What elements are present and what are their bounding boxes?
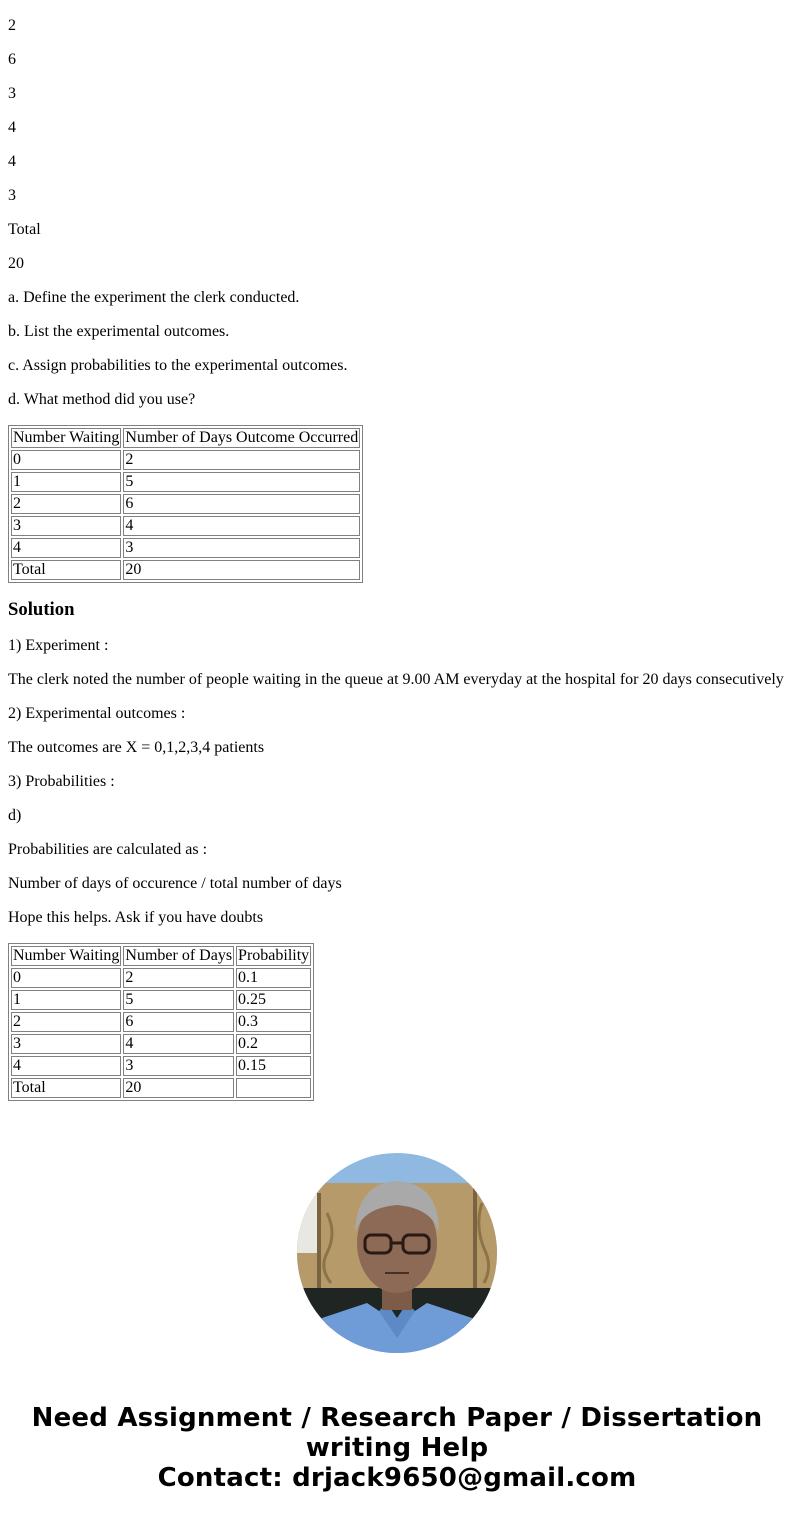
solution-paragraph: 1) Experiment : xyxy=(8,637,109,654)
value-line: 6 xyxy=(8,51,16,68)
table-cell: 4 xyxy=(123,516,360,536)
table-cell: 3 xyxy=(123,1056,234,1076)
table-cell: 0 xyxy=(11,450,121,470)
promo-banner xyxy=(0,1403,794,1493)
table-cell: 2 xyxy=(11,494,121,514)
question-table xyxy=(8,425,363,583)
solution-paragraph: 3) Probabilities : xyxy=(8,773,115,790)
table-row xyxy=(11,1056,311,1076)
table-cell: 6 xyxy=(123,1012,234,1032)
table-header-cell: Number of Days Outcome Occurred xyxy=(125,429,359,446)
table-row-total xyxy=(11,560,360,580)
promo-line: Need Assignment / Research Paper / Dissertation xyxy=(31,1403,763,1433)
table-cell: 2 xyxy=(123,968,234,988)
person-photo-icon xyxy=(297,1153,497,1353)
table-cell: 0.25 xyxy=(236,990,311,1010)
table-row xyxy=(11,968,311,988)
table-cell: 5 xyxy=(123,472,360,492)
table-cell: 0 xyxy=(11,968,121,988)
table-row xyxy=(11,1012,311,1032)
table-row xyxy=(11,538,360,558)
table-cell xyxy=(236,1078,311,1098)
table-row xyxy=(11,1034,311,1054)
question-part-a: a. Define the experiment the clerk conducted. xyxy=(8,289,300,306)
table-cell: 20 xyxy=(123,1078,234,1098)
value-line: 3 xyxy=(8,187,16,204)
question-part-b: b. List the experimental outcomes. xyxy=(8,323,230,340)
table-cell: 4 xyxy=(11,1056,121,1076)
solution-paragraph: The clerk noted the number of people waiting in the queue at 9.00 AM everyday at the hospital for 20 days consecutively xyxy=(8,671,784,688)
value-line: 2 xyxy=(8,17,16,34)
table-header-cell: Probability xyxy=(238,947,310,964)
table-cell: 0.15 xyxy=(236,1056,311,1076)
table-header-cell: Number Waiting xyxy=(13,947,120,964)
table-cell: 3 xyxy=(11,1034,121,1054)
solution-paragraph: 2) Experimental outcomes : xyxy=(8,705,186,722)
question-part-c: c. Assign probabilities to the experimental outcomes. xyxy=(8,357,348,374)
solution-paragraph: Hope this helps. Ask if you have doubts xyxy=(8,909,264,926)
table-cell: 3 xyxy=(11,516,121,536)
table-cell: 4 xyxy=(123,1034,234,1054)
table-cell: 1 xyxy=(11,990,121,1010)
value-line: 20 xyxy=(8,255,24,272)
table-cell: 2 xyxy=(11,1012,121,1032)
table-row xyxy=(11,990,311,1010)
value-line xyxy=(8,0,794,1)
table-cell: 0.3 xyxy=(236,1012,311,1032)
table-cell: 0.2 xyxy=(236,1034,311,1054)
question-part-d: d. What method did you use? xyxy=(8,391,196,408)
solution-paragraph: The outcomes are X = 0,1,2,3,4 patients xyxy=(8,739,265,756)
solution-paragraph: Number of days of occurence / total number of days xyxy=(8,875,342,892)
table-cell: 20 xyxy=(123,560,360,580)
value-line: 4 xyxy=(8,153,16,170)
author-avatar xyxy=(297,1153,497,1353)
document-body xyxy=(8,0,794,1117)
solution-heading: Solution xyxy=(8,599,75,620)
table-header-row xyxy=(11,946,311,966)
table-header-row xyxy=(11,428,360,448)
table-cell: 3 xyxy=(123,538,360,558)
table-cell: 1 xyxy=(11,472,121,492)
table-row xyxy=(11,516,360,536)
table-row xyxy=(11,494,360,514)
table-cell: 4 xyxy=(11,538,121,558)
contact-email: Contact: drjack9650@gmail.com xyxy=(157,1463,637,1493)
value-line: 4 xyxy=(8,119,16,136)
value-line: 3 xyxy=(8,85,16,102)
solution-paragraph: Probabilities are calculated as : xyxy=(8,841,208,858)
value-line: Total xyxy=(8,221,41,238)
table-cell: 6 xyxy=(123,494,360,514)
table-cell: 2 xyxy=(123,450,360,470)
table-row-total xyxy=(11,1078,311,1098)
table-cell: 0.1 xyxy=(236,968,311,988)
table-cell: Total xyxy=(11,560,121,580)
table-header-cell: Number Waiting xyxy=(13,429,120,446)
table-cell: 5 xyxy=(123,990,234,1010)
table-header-cell: Number of Days xyxy=(125,947,233,964)
probability-table xyxy=(8,943,314,1101)
promo-line: writing Help xyxy=(305,1433,489,1463)
table-row xyxy=(11,450,360,470)
table-cell: Total xyxy=(11,1078,121,1098)
table-row xyxy=(11,472,360,492)
solution-paragraph: d) xyxy=(8,807,22,824)
